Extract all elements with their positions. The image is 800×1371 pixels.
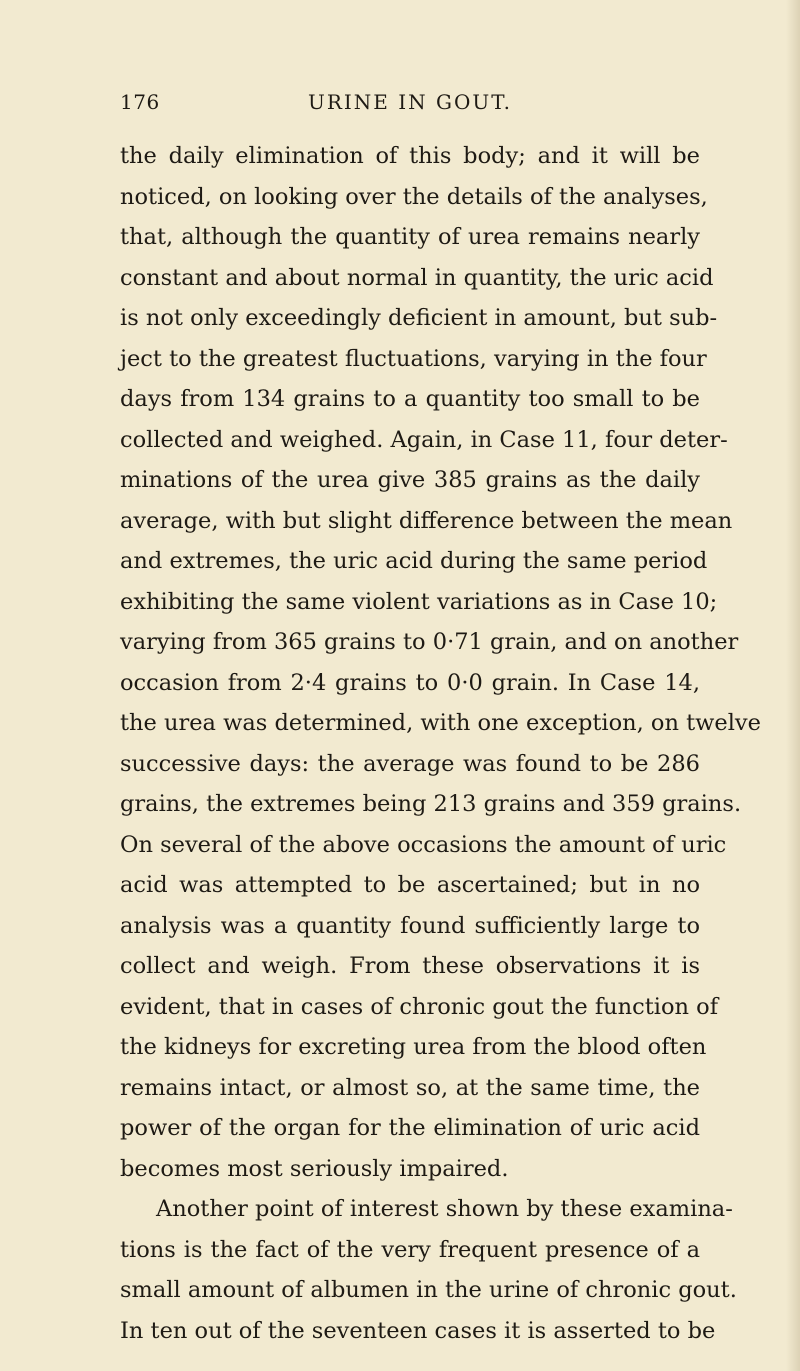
page-number: 176 [120,90,160,114]
text-line: evident, that in cases of chronic gout the function of [120,993,719,1020]
text-line: acid was attempted to be ascertained; but in no [120,872,700,898]
text-line: the daily elimination of this body; and it will be [120,143,700,169]
page-header [120,90,700,120]
text-line: occasion from 2·4 grains to 0·0 grain. In Case 14, [120,669,700,696]
text-line: and extremes, the uric acid during the same period [120,548,708,574]
text-line: minations of the urea give 385 grains as the daily [120,467,700,493]
running-head: URINE IN GOUT. [307,90,512,114]
text-line: the urea was determined, with one exception, on twelve [120,710,761,736]
text-line: remains intact, or almost so, at the same time, the [120,1074,700,1101]
text-line: exhibiting the same violent variations as in Case 10; [120,588,718,615]
text-line: On several of the above occasions the amount of uric [120,831,727,858]
text-line: analysis was a quantity found sufficiently large to [120,912,700,939]
text-line: power of the organ for the elimination of uric acid [120,1115,700,1141]
text-line: collected and weighed. Again, in Case 11, four deter- [120,426,728,453]
page-edge-shadow [786,0,800,1371]
text-line: tions is the fact of the very frequent presence of a [120,1236,700,1263]
text-line: Another point of interest shown by these examina- [156,1196,733,1222]
text-line: noticed, on looking over the details of the analyses, [120,183,708,210]
text-line: average, with but slight difference between the mean [120,507,733,534]
text-line: In ten out of the seventeen cases it is asserted to be [120,1317,716,1344]
body-text [120,136,761,1351]
text-line: that, although the quantity of urea remains nearly [120,224,700,250]
text-line: constant and about normal in quantity, the uric acid [120,264,714,291]
text-line: is not only exceedingly deficient in amount, but sub- [120,305,718,331]
text-line: grains, the extremes being 213 grains and 359 grains. [120,791,742,817]
text-line: ject to the greatest fluctuations, varying in the four [120,345,707,372]
text-line: becomes most seriously impaired. [120,1155,509,1182]
text-line: days from 134 grains to a quantity too small to be [120,386,700,412]
text-line: successive days: the average was found to be 286 [120,750,700,777]
text-line: the kidneys for excreting urea from the blood often [120,1034,707,1060]
text-line: varying from 365 grains to 0·71 grain, and on another [120,629,739,655]
text-line: collect and weigh. From these observations it is [120,953,700,979]
text-line: small amount of albumen in the urine of chronic gout. [120,1277,737,1303]
